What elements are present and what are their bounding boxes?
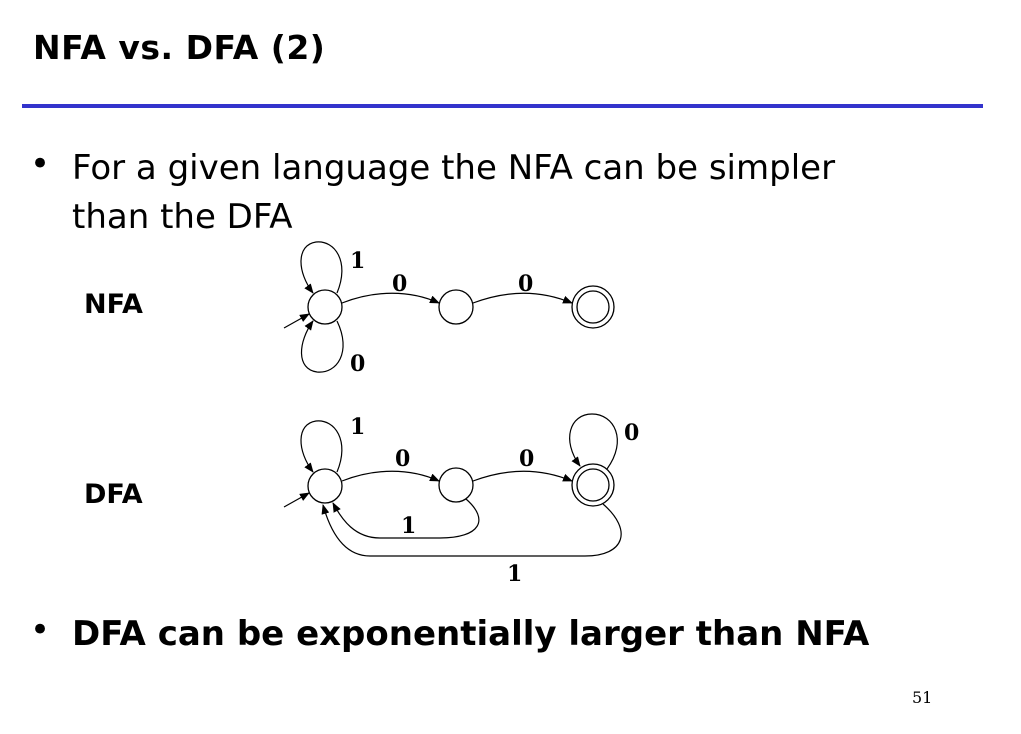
- nfa-label-q1-q2: 0: [518, 271, 534, 297]
- dfa-loop-q0-1: [301, 421, 342, 472]
- nfa-label: NFA: [84, 289, 143, 320]
- dfa-label-q1-q2: 0: [519, 446, 535, 472]
- nfa-state-q1: [439, 290, 473, 324]
- dfa-label: DFA: [84, 479, 143, 510]
- dfa-edge-q0-q1: [342, 471, 439, 481]
- dfa-label-loop-q0: 1: [350, 414, 366, 440]
- dfa-label-q1-q0: 1: [401, 513, 417, 539]
- dfa-state-q2-inner: [577, 469, 609, 501]
- dfa-start-arrow: [284, 493, 309, 507]
- nfa-start-arrow: [284, 314, 309, 328]
- nfa-diagram: [284, 242, 614, 377]
- dfa-label-q2-q0: 1: [507, 561, 523, 587]
- bullet-marker: •: [30, 144, 51, 184]
- nfa-label-q0-q1: 0: [392, 271, 408, 297]
- nfa-loop-1: [301, 242, 342, 293]
- bullet-marker: •: [30, 610, 51, 650]
- nfa-label-loop-1: 1: [350, 248, 366, 274]
- bullet-1-line-1: For a given language the NFA can be simpler: [72, 148, 836, 188]
- nfa-edge-q0-q1: [342, 293, 439, 303]
- dfa-diagram: [284, 414, 639, 587]
- bullet-2-text: DFA can be exponentially larger than NFA: [72, 614, 870, 654]
- dfa-label-q0-q1: 0: [395, 446, 411, 472]
- dfa-state-q1: [439, 468, 473, 502]
- bullet-1-line-2: than the DFA: [72, 197, 293, 237]
- nfa-loop-0: [301, 321, 343, 372]
- nfa-state-q0: [308, 290, 342, 324]
- dfa-loop-q2-0: [570, 414, 618, 469]
- dfa-edge-q2-q0: [323, 504, 621, 556]
- dfa-edge-q1-q2: [473, 471, 572, 481]
- dfa-label-loop-q2: 0: [624, 420, 640, 446]
- nfa-state-q2-inner: [577, 291, 609, 323]
- nfa-label-loop-0: 0: [350, 351, 366, 377]
- dfa-state-q0: [308, 469, 342, 503]
- page-number: 51: [912, 688, 933, 707]
- slide-title: NFA vs. DFA (2): [33, 28, 326, 67]
